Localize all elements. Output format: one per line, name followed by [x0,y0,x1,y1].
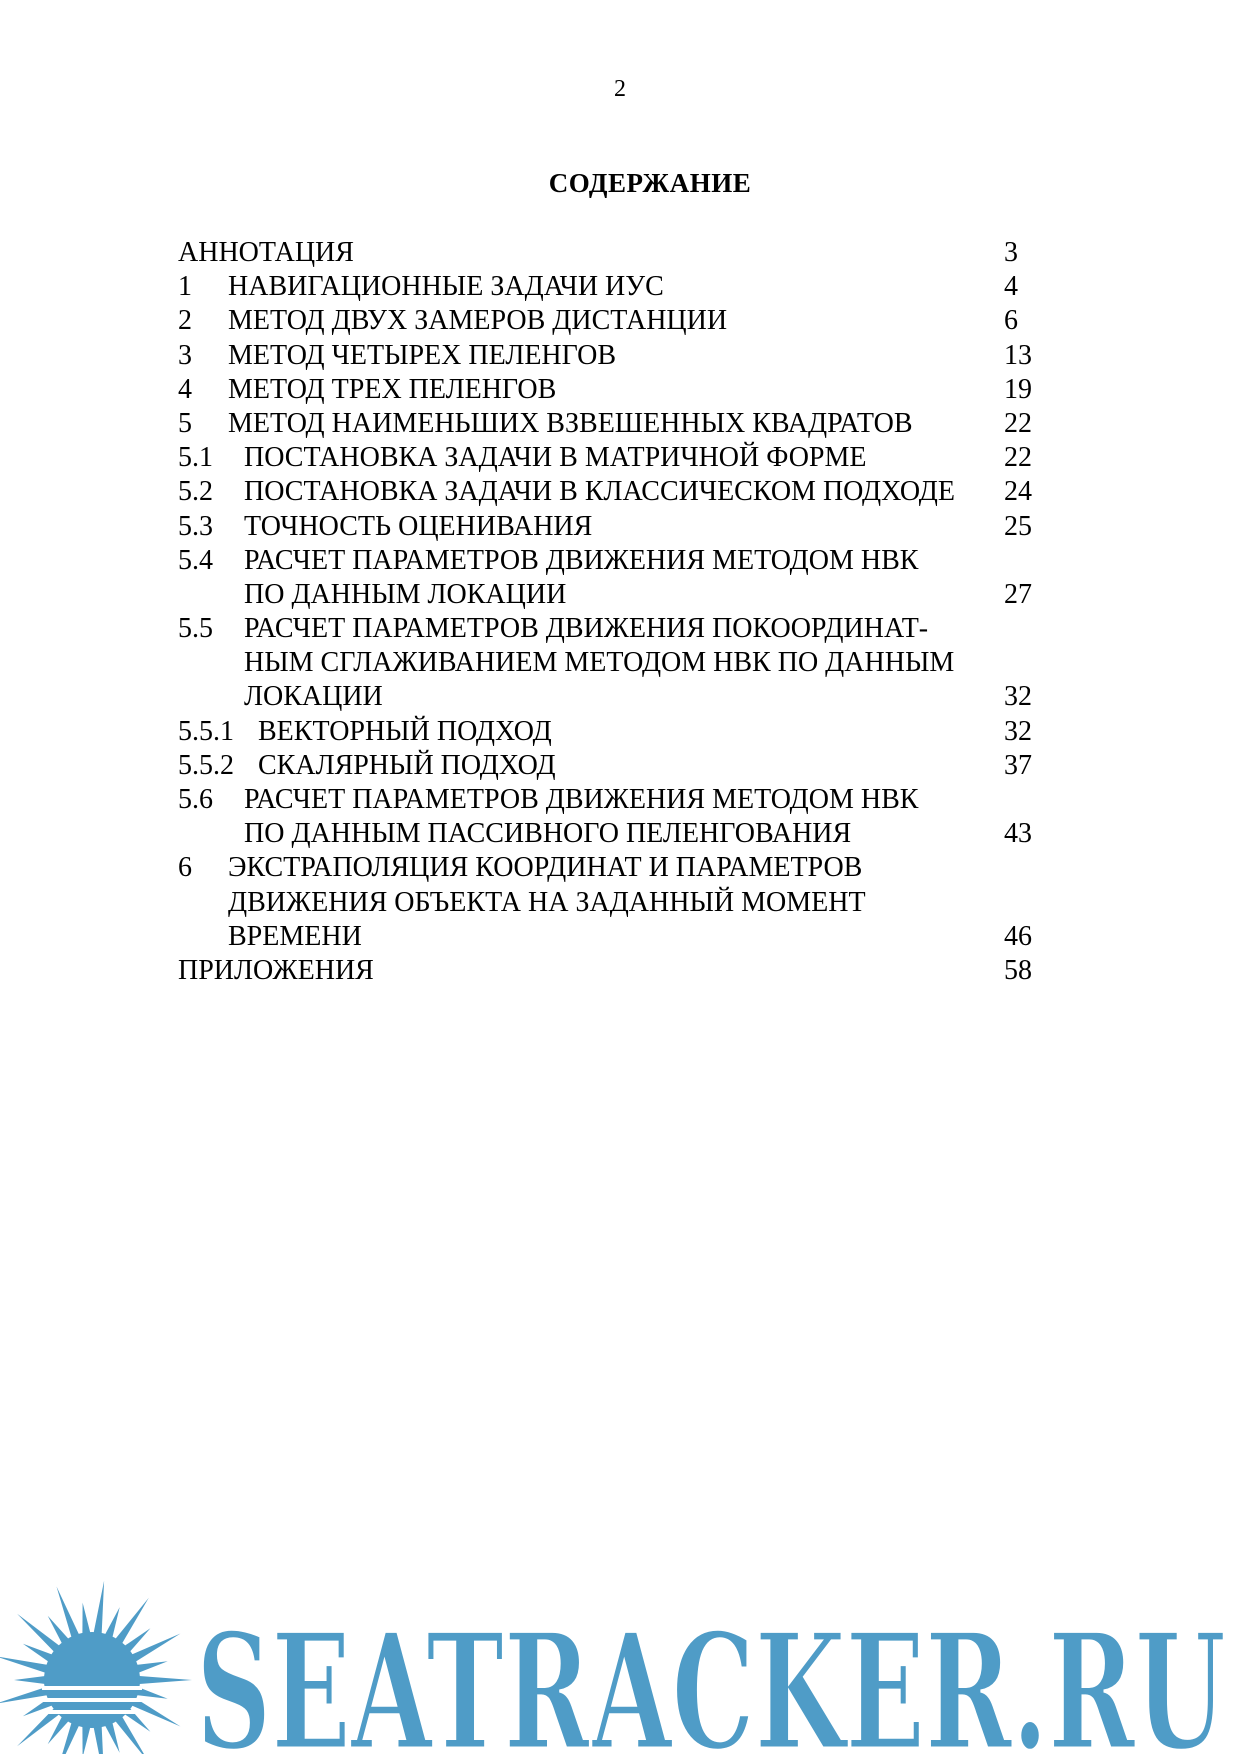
toc-section-title: РАСЧЕТ ПАРАМЕТРОВ ДВИЖЕНИЯ МЕТОДОМ НВК [244,544,919,576]
toc-section-number: 5.5.1 [178,715,234,747]
toc-entry-line [178,715,1078,749]
toc-section-title: МЕТОД ТРЕХ ПЕЛЕНГОВ [228,373,557,405]
toc-section-title: СКАЛЯРНЫЙ ПОДХОД [258,749,556,781]
toc-section-title: МЕТОД ДВУХ ЗАМЕРОВ ДИСТАНЦИИ [228,305,728,337]
sun-ray [104,1721,119,1753]
toc-page-number: 3 [1004,237,1018,268]
toc-section-title: РАСЧЕТ ПАРАМЕТРОВ ДВИЖЕНИЯ МЕТОДОМ НВК [244,784,919,815]
toc-entry-line [178,851,1078,885]
toc-section-number: 1 [178,271,192,303]
sun-icon [0,1581,192,1754]
sun-ray [115,1598,149,1645]
toc-section-number: 5.5 [178,613,213,645]
toc-entry-line [178,920,1078,954]
toc-page-number: 24 [1004,476,1032,508]
sun-ray [82,1603,90,1635]
watermark-text: SEATRACKER.RU [196,1598,1226,1754]
toc-page-number: 13 [1004,339,1032,371]
sun-ray [0,1687,49,1704]
toc-page-number: 22 [1004,407,1032,439]
toc-page-number: 25 [1004,510,1032,542]
toc-section-title: ДВИЖЕНИЯ ОБЪЕКТА НА ЗАДАННЫЙ МОМЕНТ [228,886,866,918]
toc-page-number: 37 [1004,749,1032,781]
toc-entry-line [178,304,1078,338]
toc-section-title: ПО ДАННЫМ ЛОКАЦИИ [244,578,567,610]
toc-page-number: 27 [1004,578,1032,610]
toc-section-title: ВРЕМЕНИ [228,920,362,952]
toc-section-title: МЕТОД ЧЕТЫРЕХ ПЕЛЕНГОВ [228,339,617,371]
toc-entry-line [178,475,1078,509]
toc-section-number: 6 [178,852,192,884]
toc-page-number: 4 [1004,271,1018,303]
toc-section-number: 5.3 [178,510,213,542]
seatracker-watermark [0,1562,1240,1754]
toc-section-title: ПО ДАННЫМ ПАССИВНОГО ПЕЛЕНГОВАНИЯ [244,818,852,850]
toc-section-number: 2 [178,305,192,337]
toc-entry-line [178,441,1078,475]
sun-ray [115,1715,149,1754]
toc-section-title: МЕТОД НАИМЕНЬШИХ ВЗВЕШЕННЫХ КВАДРАТОВ [228,407,913,439]
toc-section-title: НЫМ СГЛАЖИВАНИЕМ МЕТОДОМ НВК ПО ДАННЫМ [244,647,955,679]
toc-page-number: 6 [1004,305,1018,337]
toc-page-number: 32 [1004,681,1032,713]
sun-ray [104,1607,119,1639]
toc-entry-line [178,646,1078,680]
toc-section-number: 5.5.2 [178,749,234,781]
page-number: 2 [614,76,626,102]
toc-entry-line [178,612,1078,646]
toc-section-title: ПРИЛОЖЕНИЯ [178,954,374,986]
sun-ray [14,1676,46,1684]
sun-ray [93,1581,104,1635]
sun-ray [93,1725,104,1754]
sun-stripe [42,1710,142,1714]
toc-entry-line [178,783,1078,817]
toc-entry-line [178,373,1078,407]
toc-entry-line [178,407,1078,441]
page-title: СОДЕРЖАНИЕ [548,168,752,198]
toc-section-title: НАВИГАЦИОННЫЕ ЗАДАЧИ ИУС [228,271,664,303]
toc-page-number: 22 [1004,442,1032,474]
table-of-contents [178,236,1078,988]
sun-ray [17,1614,60,1653]
toc-entry-line [178,339,1078,373]
toc-entry-line [178,544,1078,578]
toc-entry-line [178,236,1078,270]
toc-page-number: 46 [1004,920,1032,952]
toc-section-title: ВЕКТОРНЫЙ ПОДХОД [258,715,552,747]
toc-section-title: РАСЧЕТ ПАРАМЕТРОВ ДВИЖЕНИЯ ПОКООРДИНАТ- [244,613,929,645]
toc-entry-line [178,578,1078,612]
sun-ray [0,1656,49,1673]
toc-entry-line [178,680,1078,714]
sun-stripe [42,1698,142,1702]
toc-section-number: 5.6 [178,784,213,815]
toc-section-number: 5 [178,407,192,439]
toc-section-number: 5.1 [178,442,213,474]
sun-ray [136,1661,168,1673]
toc-page-number: 19 [1004,373,1032,405]
toc-entry-line [178,817,1078,851]
toc-page-number: 58 [1004,954,1032,986]
toc-entry-line [178,954,1078,988]
toc-entry-line [178,886,1078,920]
sun-stripe [42,1686,142,1690]
toc-section-number: 5.4 [178,544,213,576]
toc-page-number: 43 [1004,818,1032,850]
toc-section-number: 3 [178,339,192,371]
toc-section-title: ЭКСТРАПОЛЯЦИЯ КООРДИНАТ И ПАРАМЕТРОВ [228,852,863,884]
toc-entry-line [178,270,1078,304]
toc-section-title: АННОТАЦИЯ [178,237,354,268]
toc-page-number: 32 [1004,715,1032,747]
toc-section-title: ПОСТАНОВКА ЗАДАЧИ В МАТРИЧНОЙ ФОРМЕ [244,442,867,474]
sun-ray [82,1725,90,1754]
toc-entry-line [178,510,1078,544]
toc-section-number: 5.2 [178,476,213,508]
sun-ray [138,1676,192,1684]
toc-section-title: ТОЧНОСТЬ ОЦЕНИВАНИЯ [244,510,593,542]
toc-section-title: ПОСТАНОВКА ЗАДАЧИ В КЛАССИЧЕСКОМ ПОДХОДЕ [244,476,955,508]
toc-section-title: ЛОКАЦИИ [244,681,383,713]
toc-entry-line [178,749,1078,783]
toc-section-number: 4 [178,373,192,405]
